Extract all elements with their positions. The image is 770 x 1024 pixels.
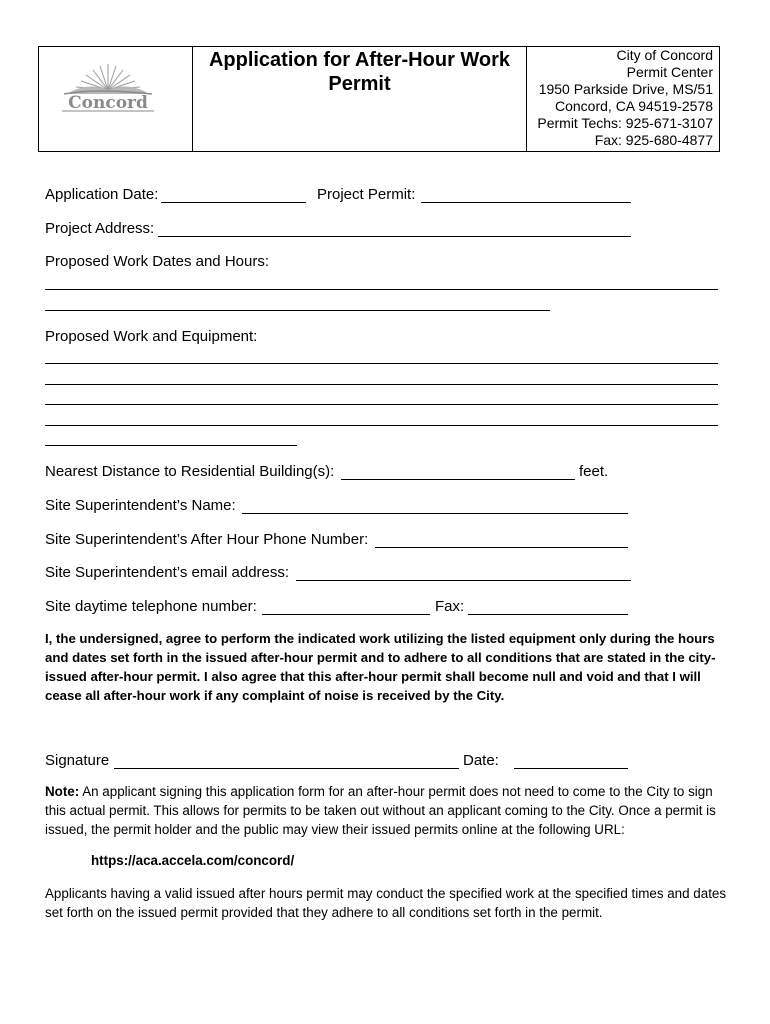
superintendent-email-label: Site Superintendent’s email address:	[45, 564, 290, 581]
superintendent-name-label: Site Superintendent’s Name:	[45, 497, 236, 514]
work-dates-label: Proposed Work Dates and Hours:	[45, 253, 269, 270]
agreement-paragraph: I, the undersigned, agree to perform the indicated work utilizing the listed equipment only during the hours and dates set forth in the issued after-hour permit and to adhere to all conditions that are stated in the city-issued after-hour permit. I also agree that this after-hour permit shall become null and void and that I will cease all after-hour work if any complaint of noise is received by the City.	[45, 631, 716, 703]
project-permit-label: Project Permit:	[317, 186, 416, 203]
form-title: Application for After-Hour Work Permit	[208, 49, 511, 95]
date-field[interactable]	[514, 768, 628, 769]
work-equipment-field[interactable]	[45, 445, 297, 446]
work-equipment-field[interactable]	[45, 404, 718, 405]
work-equipment-field[interactable]	[45, 363, 718, 364]
project-address-field[interactable]	[158, 236, 631, 237]
superintendent-phone-label: Site Superintendent’s After Hour Phone Number:	[45, 531, 369, 548]
work-dates-field[interactable]	[45, 289, 718, 290]
daytime-phone-field[interactable]	[262, 614, 430, 615]
superintendent-name-field[interactable]	[242, 513, 628, 514]
svg-text:Concord: Concord	[68, 93, 148, 113]
address-block: City of Concord Permit Center 1950 Parkside Drive, MS/51 Concord, CA 94519-2578 Permit Techs: 925-671-3107 Fax: 925-680-4877	[537, 47, 713, 148]
feet-label: feet.	[579, 463, 609, 480]
project-address-label: Project Address:	[45, 220, 155, 237]
date-label: Date:	[463, 752, 499, 769]
project-permit-field[interactable]	[421, 202, 631, 203]
note-label: Note:	[45, 784, 80, 799]
work-equipment-field[interactable]	[45, 384, 718, 385]
note-paragraph	[45, 782, 730, 839]
nearest-distance-field[interactable]	[341, 479, 575, 480]
work-dates-field[interactable]	[45, 310, 550, 311]
signature-label: Signature	[45, 752, 110, 769]
work-equipment-field[interactable]	[45, 425, 718, 426]
work-equipment-label: Proposed Work and Equipment:	[45, 328, 258, 345]
nearest-distance-label: Nearest Distance to Residential Building(s):	[45, 463, 335, 480]
note-text: An applicant signing this application form for an after-hour permit does not need to come to the City to sign this actual permit. This allows for permits to be taken out without an applicant coming to the City. Once a permit is issued, the permit holder and the public may view their issued permits online at the following URL:	[45, 784, 716, 837]
fax-field[interactable]	[468, 614, 628, 615]
permit-url[interactable]: https://aca.accela.com/concord/	[91, 853, 295, 868]
fax-label: Fax:	[435, 598, 465, 615]
application-date-field[interactable]	[161, 202, 306, 203]
application-date-label: Application Date:	[45, 186, 159, 203]
concord-logo	[56, 60, 160, 116]
superintendent-phone-field[interactable]	[375, 547, 628, 548]
closing-paragraph: Applicants having a valid issued after hours permit may conduct the specified work at the specified times and dates set forth on the issued permit provided that they adhere to all conditions set forth in the permit.	[45, 886, 727, 920]
signature-field[interactable]	[114, 768, 459, 769]
daytime-phone-label: Site daytime telephone number:	[45, 598, 257, 615]
superintendent-email-field[interactable]	[296, 580, 631, 581]
